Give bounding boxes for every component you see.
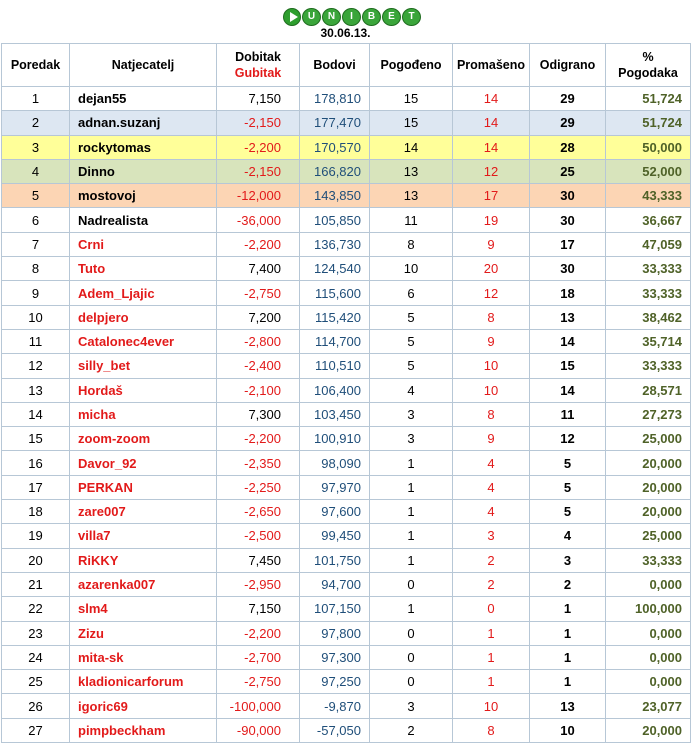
cell-rank: 3	[2, 135, 70, 159]
header-loss: Gubitak	[234, 66, 282, 80]
cell-hit: 0	[370, 621, 453, 645]
cell-played: 18	[530, 281, 606, 305]
cell-played: 1	[530, 597, 606, 621]
cell-percent: 0,000	[606, 645, 691, 669]
header-missed: Promašeno	[453, 44, 530, 87]
logo-letter: T	[402, 8, 421, 26]
cell-win-loss: -2,150	[217, 111, 300, 135]
cell-hit: 1	[370, 500, 453, 524]
cell-percent: 0,000	[606, 572, 691, 596]
cell-missed: 20	[453, 257, 530, 281]
cell-hit: 13	[370, 159, 453, 183]
cell-win-loss: -2,750	[217, 281, 300, 305]
cell-name: zoom-zoom	[70, 427, 217, 451]
cell-percent: 33,333	[606, 548, 691, 572]
cell-played: 5	[530, 500, 606, 524]
table-row	[2, 257, 691, 281]
cell-missed: 8	[453, 305, 530, 329]
cell-hit: 1	[370, 475, 453, 499]
cell-name: silly_bet	[70, 354, 217, 378]
header-hit: Pogođeno	[370, 44, 453, 87]
cell-rank: 14	[2, 402, 70, 426]
cell-hit: 13	[370, 184, 453, 208]
table-row	[2, 111, 691, 135]
cell-name: slm4	[70, 597, 217, 621]
cell-missed: 10	[453, 694, 530, 718]
cell-points: 107,150	[300, 597, 370, 621]
header-percent	[606, 44, 691, 87]
cell-name: delpjero	[70, 305, 217, 329]
cell-name: Zizu	[70, 621, 217, 645]
cell-points: 105,850	[300, 208, 370, 232]
table-row	[2, 451, 691, 475]
cell-hit: 1	[370, 451, 453, 475]
cell-win-loss: -2,950	[217, 572, 300, 596]
logo-letter: I	[342, 8, 361, 26]
header-percent-label: Pogodaka	[618, 66, 678, 80]
cell-rank: 8	[2, 257, 70, 281]
cell-rank: 12	[2, 354, 70, 378]
cell-win-loss: -2,200	[217, 135, 300, 159]
cell-win-loss: -2,100	[217, 378, 300, 402]
cell-missed: 10	[453, 354, 530, 378]
cell-missed: 4	[453, 451, 530, 475]
cell-name: mita-sk	[70, 645, 217, 669]
cell-hit: 5	[370, 354, 453, 378]
cell-percent: 50,000	[606, 135, 691, 159]
cell-played: 14	[530, 378, 606, 402]
cell-hit: 10	[370, 257, 453, 281]
table-row	[2, 354, 691, 378]
cell-name: Crni	[70, 232, 217, 256]
cell-missed: 9	[453, 329, 530, 353]
table-row	[2, 232, 691, 256]
cell-rank: 15	[2, 427, 70, 451]
cell-hit: 15	[370, 111, 453, 135]
cell-missed: 1	[453, 670, 530, 694]
table-row	[2, 572, 691, 596]
header-points: Bodovi	[300, 44, 370, 87]
cell-percent: 43,333	[606, 184, 691, 208]
cell-rank: 26	[2, 694, 70, 718]
cell-missed: 9	[453, 232, 530, 256]
cell-hit: 14	[370, 135, 453, 159]
cell-missed: 1	[453, 621, 530, 645]
cell-hit: 2	[370, 718, 453, 742]
cell-played: 5	[530, 451, 606, 475]
cell-points: 115,600	[300, 281, 370, 305]
cell-missed: 17	[453, 184, 530, 208]
cell-percent: 20,000	[606, 718, 691, 742]
cell-missed: 14	[453, 87, 530, 111]
table-row	[2, 402, 691, 426]
header-played: Odigrano	[530, 44, 606, 87]
cell-percent: 38,462	[606, 305, 691, 329]
cell-played: 10	[530, 718, 606, 742]
cell-points: 106,400	[300, 378, 370, 402]
header-percent-sign: %	[642, 50, 654, 64]
cell-percent: 20,000	[606, 451, 691, 475]
cell-name: RiKKY	[70, 548, 217, 572]
cell-missed: 3	[453, 524, 530, 548]
cell-rank: 6	[2, 208, 70, 232]
cell-points: 101,750	[300, 548, 370, 572]
cell-name: Hordaš	[70, 378, 217, 402]
table-row	[2, 87, 691, 111]
cell-hit: 4	[370, 378, 453, 402]
cell-name: kladionicarforum	[70, 670, 217, 694]
cell-rank: 18	[2, 500, 70, 524]
table-row	[2, 135, 691, 159]
logo-letter: U	[302, 8, 321, 26]
cell-win-loss: 7,400	[217, 257, 300, 281]
cell-percent: 51,724	[606, 111, 691, 135]
cell-hit: 5	[370, 305, 453, 329]
cell-hit: 3	[370, 694, 453, 718]
cell-rank: 2	[2, 111, 70, 135]
logo-letter: N	[322, 8, 341, 26]
cell-percent: 100,000	[606, 597, 691, 621]
cell-missed: 10	[453, 378, 530, 402]
cell-percent: 47,059	[606, 232, 691, 256]
cell-points: 115,420	[300, 305, 370, 329]
cell-rank: 16	[2, 451, 70, 475]
cell-played: 25	[530, 159, 606, 183]
cell-played: 5	[530, 475, 606, 499]
table-row	[2, 427, 691, 451]
cell-hit: 11	[370, 208, 453, 232]
cell-name: villa7	[70, 524, 217, 548]
table-row	[2, 694, 691, 718]
cell-rank: 24	[2, 645, 70, 669]
cell-points: 136,730	[300, 232, 370, 256]
cell-rank: 25	[2, 670, 70, 694]
table-row	[2, 718, 691, 742]
cell-name: Nadrealista	[70, 208, 217, 232]
cell-win-loss: -2,200	[217, 427, 300, 451]
table-row	[2, 621, 691, 645]
cell-win-loss: 7,200	[217, 305, 300, 329]
cell-points: -57,050	[300, 718, 370, 742]
cell-rank: 5	[2, 184, 70, 208]
cell-win-loss: -2,500	[217, 524, 300, 548]
header-name: Natjecatelj	[70, 44, 217, 87]
cell-rank: 9	[2, 281, 70, 305]
cell-win-loss: 7,150	[217, 87, 300, 111]
cell-hit: 3	[370, 427, 453, 451]
cell-points: 97,800	[300, 621, 370, 645]
cell-played: 29	[530, 111, 606, 135]
cell-name: micha	[70, 402, 217, 426]
cell-hit: 8	[370, 232, 453, 256]
cell-percent: 25,000	[606, 524, 691, 548]
cell-percent: 0,000	[606, 670, 691, 694]
cell-percent: 28,571	[606, 378, 691, 402]
cell-missed: 12	[453, 281, 530, 305]
cell-name: Tuto	[70, 257, 217, 281]
cell-win-loss: -2,200	[217, 621, 300, 645]
cell-missed: 19	[453, 208, 530, 232]
cell-rank: 13	[2, 378, 70, 402]
cell-played: 1	[530, 621, 606, 645]
cell-missed: 12	[453, 159, 530, 183]
cell-rank: 23	[2, 621, 70, 645]
cell-name: igoric69	[70, 694, 217, 718]
cell-percent: 52,000	[606, 159, 691, 183]
cell-rank: 20	[2, 548, 70, 572]
cell-missed: 9	[453, 427, 530, 451]
cell-points: 98,090	[300, 451, 370, 475]
cell-percent: 35,714	[606, 329, 691, 353]
cell-win-loss: 7,150	[217, 597, 300, 621]
cell-win-loss: -2,650	[217, 500, 300, 524]
cell-points: 94,700	[300, 572, 370, 596]
cell-points: 97,300	[300, 645, 370, 669]
cell-win-loss: -2,200	[217, 232, 300, 256]
cell-played: 3	[530, 548, 606, 572]
cell-missed: 8	[453, 718, 530, 742]
cell-points: 97,250	[300, 670, 370, 694]
cell-missed: 0	[453, 597, 530, 621]
cell-hit: 1	[370, 548, 453, 572]
cell-points: 114,700	[300, 329, 370, 353]
cell-points: 166,820	[300, 159, 370, 183]
cell-missed: 14	[453, 111, 530, 135]
cell-name: Adem_Ljajic	[70, 281, 217, 305]
play-icon	[283, 8, 301, 26]
cell-missed: 2	[453, 572, 530, 596]
table-row	[2, 281, 691, 305]
cell-name: mostovoj	[70, 184, 217, 208]
cell-played: 15	[530, 354, 606, 378]
cell-hit: 1	[370, 524, 453, 548]
cell-played: 28	[530, 135, 606, 159]
cell-name: zare007	[70, 500, 217, 524]
table-row	[2, 378, 691, 402]
cell-rank: 17	[2, 475, 70, 499]
table-body	[2, 87, 691, 743]
cell-percent: 51,724	[606, 87, 691, 111]
cell-rank: 11	[2, 329, 70, 353]
logo-letter: B	[362, 8, 381, 26]
cell-percent: 33,333	[606, 354, 691, 378]
cell-win-loss: -2,400	[217, 354, 300, 378]
cell-points: 103,450	[300, 402, 370, 426]
cell-points: 124,540	[300, 257, 370, 281]
cell-name: adnan.suzanj	[70, 111, 217, 135]
cell-win-loss: 7,450	[217, 548, 300, 572]
cell-points: 110,510	[300, 354, 370, 378]
cell-name: PERKAN	[70, 475, 217, 499]
cell-played: 13	[530, 694, 606, 718]
cell-rank: 27	[2, 718, 70, 742]
table-row	[2, 305, 691, 329]
header-rank: Poredak	[2, 44, 70, 87]
cell-percent: 27,273	[606, 402, 691, 426]
header-win: Dobitak	[235, 50, 281, 64]
cell-missed: 2	[453, 548, 530, 572]
table-row	[2, 475, 691, 499]
cell-name: Dinno	[70, 159, 217, 183]
cell-name: dejan55	[70, 87, 217, 111]
table-row	[2, 208, 691, 232]
cell-hit: 0	[370, 572, 453, 596]
cell-win-loss: -2,250	[217, 475, 300, 499]
cell-name: pimpbeckham	[70, 718, 217, 742]
cell-name: azarenka007	[70, 572, 217, 596]
cell-played: 1	[530, 670, 606, 694]
cell-missed: 1	[453, 645, 530, 669]
table-row	[2, 670, 691, 694]
cell-win-loss: -36,000	[217, 208, 300, 232]
cell-points: 143,850	[300, 184, 370, 208]
cell-played: 1	[530, 645, 606, 669]
cell-win-loss: -2,150	[217, 159, 300, 183]
cell-hit: 1	[370, 597, 453, 621]
cell-percent: 36,667	[606, 208, 691, 232]
table-row	[2, 159, 691, 183]
cell-name: Catalonec4ever	[70, 329, 217, 353]
cell-missed: 8	[453, 402, 530, 426]
cell-win-loss: -2,750	[217, 670, 300, 694]
cell-points: 99,450	[300, 524, 370, 548]
cell-rank: 7	[2, 232, 70, 256]
cell-hit: 0	[370, 670, 453, 694]
cell-played: 11	[530, 402, 606, 426]
cell-points: 100,910	[300, 427, 370, 451]
cell-played: 4	[530, 524, 606, 548]
unibet-logo	[283, 8, 421, 26]
cell-hit: 6	[370, 281, 453, 305]
cell-rank: 19	[2, 524, 70, 548]
header-win-loss	[217, 44, 300, 87]
cell-win-loss: -2,800	[217, 329, 300, 353]
cell-percent: 33,333	[606, 281, 691, 305]
cell-name: Davor_92	[70, 451, 217, 475]
cell-percent: 23,077	[606, 694, 691, 718]
cell-rank: 4	[2, 159, 70, 183]
table-row	[2, 184, 691, 208]
cell-missed: 14	[453, 135, 530, 159]
cell-played: 30	[530, 184, 606, 208]
cell-win-loss: -100,000	[217, 694, 300, 718]
cell-percent: 33,333	[606, 257, 691, 281]
cell-rank: 1	[2, 87, 70, 111]
cell-played: 17	[530, 232, 606, 256]
table-row	[2, 645, 691, 669]
table-row	[2, 548, 691, 572]
cell-win-loss: -90,000	[217, 718, 300, 742]
table-row	[2, 329, 691, 353]
cell-percent: 25,000	[606, 427, 691, 451]
cell-percent: 0,000	[606, 621, 691, 645]
cell-rank: 21	[2, 572, 70, 596]
table-row	[2, 597, 691, 621]
cell-played: 30	[530, 257, 606, 281]
cell-hit: 5	[370, 329, 453, 353]
cell-rank: 10	[2, 305, 70, 329]
cell-played: 13	[530, 305, 606, 329]
table-row	[2, 500, 691, 524]
cell-win-loss: 7,300	[217, 402, 300, 426]
cell-win-loss: -2,350	[217, 451, 300, 475]
cell-played: 14	[530, 329, 606, 353]
table-header-row	[2, 44, 691, 87]
cell-win-loss: -2,700	[217, 645, 300, 669]
cell-points: 177,470	[300, 111, 370, 135]
cell-missed: 4	[453, 500, 530, 524]
cell-missed: 4	[453, 475, 530, 499]
page-header	[0, 0, 691, 43]
cell-points: 170,570	[300, 135, 370, 159]
standings-table	[1, 43, 691, 743]
ranking-date: 30.06.13.	[320, 26, 371, 40]
cell-hit: 3	[370, 402, 453, 426]
cell-played: 29	[530, 87, 606, 111]
logo-letter: E	[382, 8, 401, 26]
cell-percent: 20,000	[606, 475, 691, 499]
cell-points: 97,600	[300, 500, 370, 524]
cell-played: 2	[530, 572, 606, 596]
cell-points: 97,970	[300, 475, 370, 499]
cell-win-loss: -12,000	[217, 184, 300, 208]
cell-percent: 20,000	[606, 500, 691, 524]
cell-rank: 22	[2, 597, 70, 621]
cell-hit: 0	[370, 645, 453, 669]
cell-hit: 15	[370, 87, 453, 111]
cell-name: rockytomas	[70, 135, 217, 159]
cell-points: -9,870	[300, 694, 370, 718]
cell-played: 12	[530, 427, 606, 451]
cell-played: 30	[530, 208, 606, 232]
cell-points: 178,810	[300, 87, 370, 111]
table-row	[2, 524, 691, 548]
